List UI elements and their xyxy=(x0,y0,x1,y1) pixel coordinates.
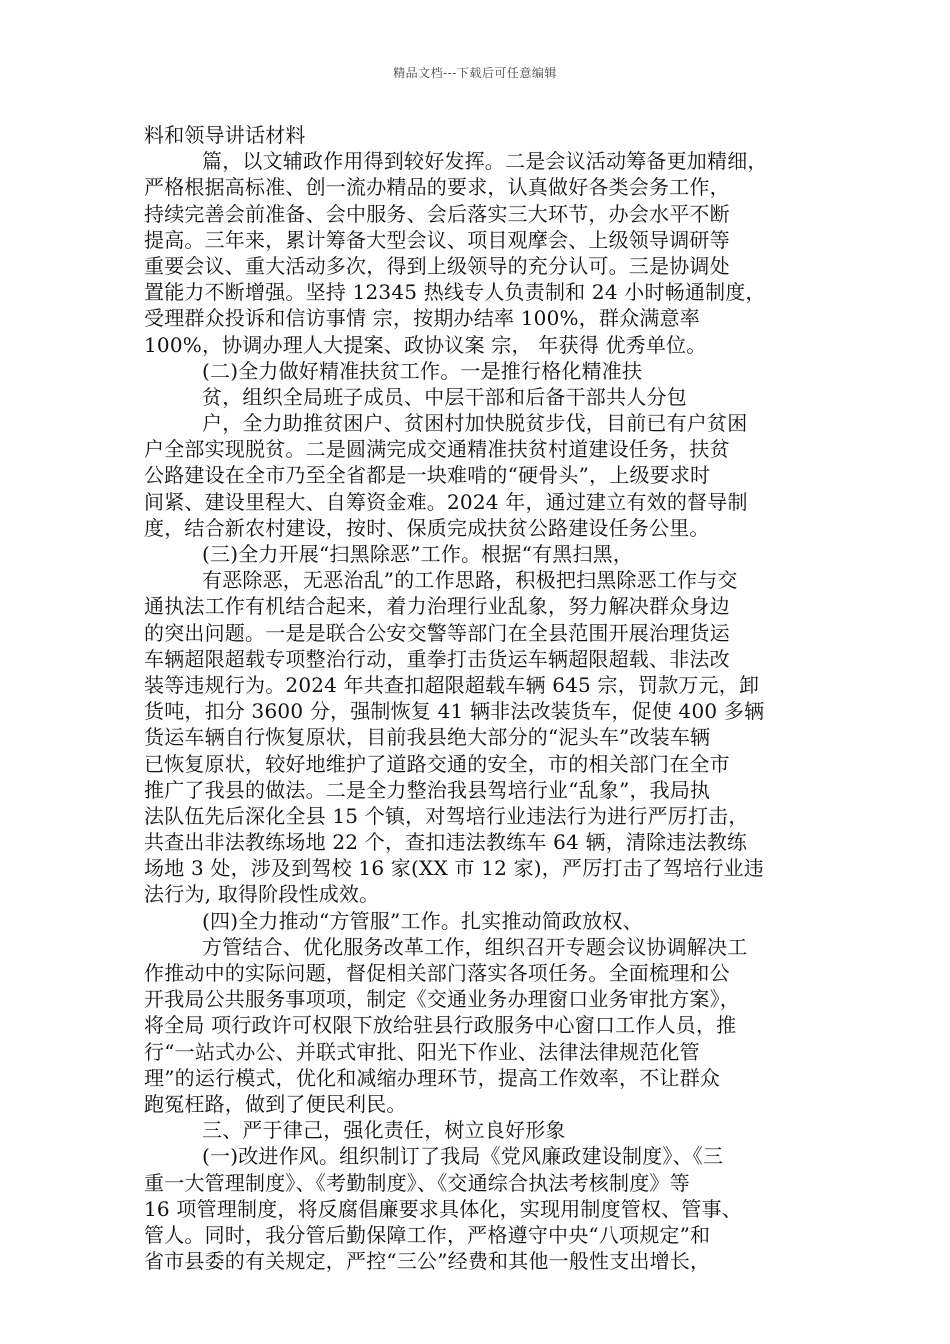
text-line: 法队伍先后深化全县 15 个镇，对驾培行业违法行为进行严厉打击， xyxy=(144,803,749,828)
text-line: 提高。三年来，累计筹备大型会议、项目观摩会、上级领导调研等 xyxy=(144,227,730,252)
text-line: 已恢复原状，较好地维护了道路交通的安全，市的相关部门在全市 xyxy=(144,751,730,776)
text-line: (一)改进作风。组织制订了我局《党风廉政建设制度》、《三 xyxy=(202,1144,724,1169)
text-line: (三)全力开展“扫黑除恶”工作。根据“有黑扫黑， xyxy=(202,542,634,566)
text-line: 省市县委的有关规定，严控“三公”经费和其他一般性支出增长， xyxy=(144,1249,711,1274)
text-line: 方管结合、优化服务改革工作，组织召开专题会议协调解决工 xyxy=(202,934,748,959)
text-line: 有恶除恶，无恶治乱”的工作思路，积极把扫黑除恶工作与交 xyxy=(202,568,738,593)
text-line: 将全局 项行政许可权限下放给驻县行政服务中心窗口工作人员，推 xyxy=(144,1013,737,1038)
text-line: 车辆超限超载专项整治行动，重拳打击货运车辆超限超载、非法改 xyxy=(144,646,730,671)
text-line: 作推动中的实际问题，督促相关部门落实各项任务。全面梳理和公 xyxy=(144,961,730,985)
text-line: 共查出非法教练场地 22 个，查扣违法教练车 64 辆，清除违法教练 xyxy=(144,830,748,855)
text-line: 装等违规行为。2024 年共查扣超限超载车辆 645 宗，罚款万元，卸 xyxy=(144,672,760,697)
text-line: 公路建设在全市乃至全省都是一块难啃的“硬骨头”，上级要求时 xyxy=(144,463,711,488)
text-line: 篇，以文辅政作用得到较好发挥。二是会议活动筹备更加精细， xyxy=(202,149,768,174)
text-line: 贫，组织全局班子成员、中层干部和后备干部共人分包 xyxy=(202,384,687,409)
text-line: 度，结合新农村建设，按时、保质完成扶贫公路建设任务公里。 xyxy=(144,515,710,540)
text-line: 间紧、建设里程大、自筹资金难。2024 年，通过建立有效的督导制 xyxy=(144,489,748,514)
text-line: 管人。同时，我分管后勤保障工作，严格遵守中央“八项规定”和 xyxy=(144,1222,711,1247)
text-line: 货吨，扣分 3600 分，强制恢复 41 辆非法改装货车，促使 400 多辆 xyxy=(144,699,765,724)
text-line: 法行为, 取得阶段性成效。 xyxy=(144,882,380,907)
text-line: 重要会议、重大活动多次，得到上级领导的充分认可。三是协调处 xyxy=(144,253,730,278)
text-line: 户全部实现脱贫。二是圆满完成交通精准扶贫村道建设任务，扶贫 xyxy=(144,437,730,462)
text-line: 置能力不断增强。坚持 12345 热线专人负责制和 24 小时畅通制度， xyxy=(144,280,766,305)
text-line: 行“一站式办公、并联式审批、阳光下作业、法律法律规范化管 xyxy=(144,1039,700,1064)
text-line: 重一大管理制度》、《考勤制度》、《交通综合执法考核制度》等 xyxy=(144,1170,690,1195)
text-line: 受理群众投诉和信访事情 宗，按期办结率 100%，群众满意率 xyxy=(144,306,700,331)
text-line: 理”的运行模式，优化和减缩办理环节，提高工作效率，不让群众 xyxy=(144,1065,721,1090)
text-line: 16 项管理制度，将反腐倡廉要求具体化，实现用制度管权、管事、 xyxy=(144,1196,743,1221)
text-line: 户，全力助推贫困户、贫困村加快脱贫步伐，目前已有户贫困 xyxy=(202,411,748,436)
text-line: 通执法工作有机结合起来，着力治理行业乱象，努力解决群众身边 xyxy=(144,594,730,619)
text-line: 三、严于律己，强化责任，树立良好形象 xyxy=(202,1118,566,1143)
text-line: 料和领导讲话材料 xyxy=(144,123,306,147)
text-line: 开我局公共服务事项项，制定《交通业务办理窗口业务审批方案》， xyxy=(144,987,740,1012)
text-line: (四)全力推动“方管服”工作。扎实推动简政放权、 xyxy=(202,908,643,933)
text-line: (二)全力做好精准扶贫工作。一是推行格化精准扶 xyxy=(202,358,643,383)
text-line: 跑冤枉路，做到了便民利民。 xyxy=(144,1091,407,1116)
text-line: 货运车辆自行恢复原状，目前我县绝大部分的“泥头车”改装车辆 xyxy=(144,725,711,750)
text-line: 持续完善会前准备、会中服务、会后落实三大环节，办会水平不断 xyxy=(144,201,730,226)
text-line: 100%，协调办理人大提案、政协议案 宗， 年获得 优秀单位。 xyxy=(144,332,707,357)
text-line: 严格根据高标准、创一流办精品的要求，认真做好各类会务工作， xyxy=(144,175,730,200)
page-header: 精品文档---下载后可任意编辑 xyxy=(393,66,557,80)
text-line: 的突出问题。一是是联合公安交警等部门在全县范围开展治理货运 xyxy=(144,620,730,645)
document-body xyxy=(144,122,820,1274)
text-line: 推广了我县的做法。二是全力整治我县驾培行业“乱象”，我局执 xyxy=(144,777,711,802)
text-line: 场地 3 处，涉及到驾校 16 家(XX 市 12 家)，严厉打击了驾培行业违 xyxy=(144,856,765,881)
